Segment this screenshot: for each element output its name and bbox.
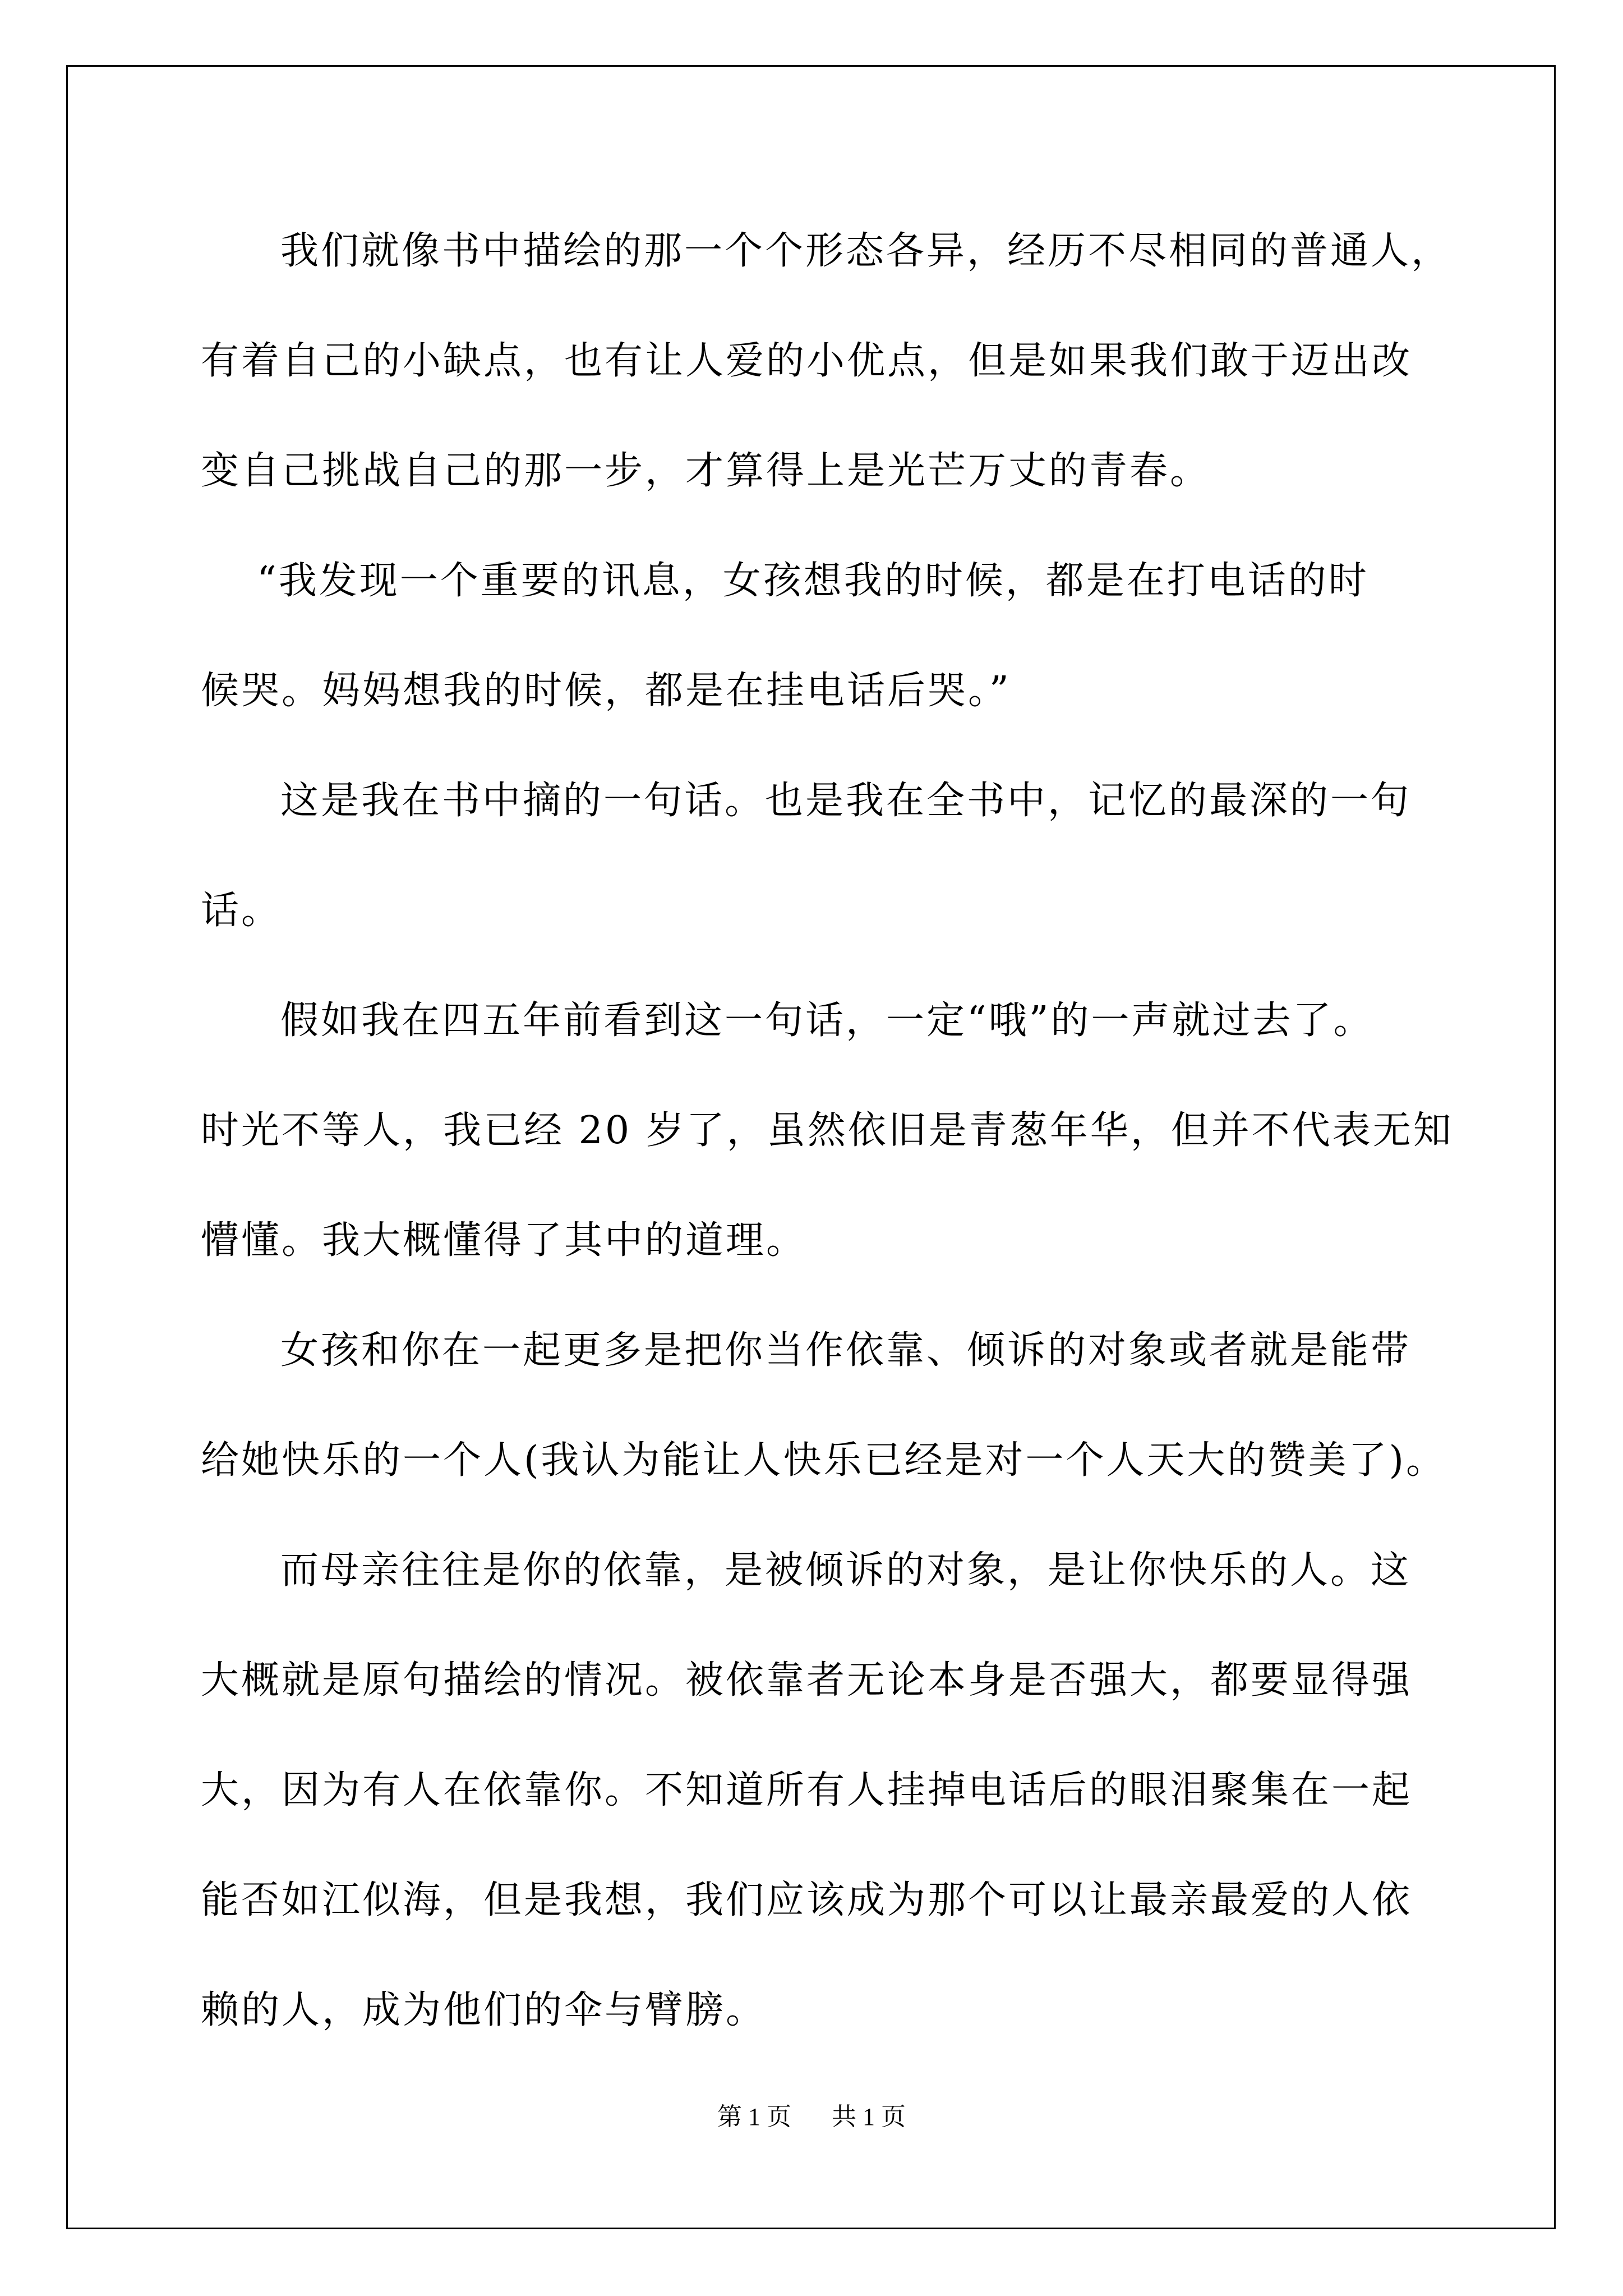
page-number: 第 1 页 (717, 2103, 791, 2131)
paragraph-6-line-1: 而母亲往往是你的依靠，是被倾诉的对象，是让你快乐的人。这 (280, 1548, 1412, 1593)
paragraph-6-line-5: 赖的人，成为他们的伞与臂膀。 (201, 1988, 767, 2032)
paragraph-4-line-3: 懵懂。我大概懂得了其中的道理。 (201, 1218, 807, 1263)
paragraph-3-line-2: 话。 (201, 889, 282, 933)
paragraph-5-line-2: 给她快乐的一个人(我认为能让人快乐已经是对一个人天大的赞美了)。 (201, 1438, 1447, 1483)
paragraph-6-line-2: 大概就是原句描绘的情况。被依靠者无论本身是否强大，都要显得强 (201, 1658, 1413, 1703)
paragraph-4-line-2: 时光不等人，我已经 20 岁了，虽然依旧是青葱年华，但并不代表无知 (201, 1108, 1454, 1153)
page-footer (0, 2101, 1623, 2133)
page-total: 共 1 页 (832, 2103, 906, 2131)
paragraph-6-line-3: 大，因为有人在依靠你。不知道所有人挂掉电话后的眼泪聚集在一起 (201, 1768, 1413, 1812)
paragraph-6-line-4: 能否如江似海，但是我想，我们应该成为那个可以让最亲最爱的人依 (201, 1878, 1413, 1922)
paragraph-4-line-1: 假如我在四五年前看到这一句话，一定“哦”的一声就过去了。 (280, 999, 1374, 1043)
paragraph-2-line-2: 候哭。妈妈想我的时候，都是在挂电话后哭。” (201, 669, 1011, 713)
paragraph-3-line-1: 这是我在书中摘的一句话。也是我在全书中，记忆的最深的一句 (280, 779, 1412, 823)
paragraph-5-line-1: 女孩和你在一起更多是把你当作依靠、倾诉的对象或者就是能带 (280, 1328, 1412, 1373)
paragraph-1-line-3: 变自己挑战自己的那一步，才算得上是光芒万丈的青春。 (201, 449, 1211, 493)
paragraph-1-line-1: 我们就像书中描绘的那一个个形态各异，经历不尽相同的普通人， (280, 229, 1452, 273)
paragraph-1-line-2: 有着自己的小缺点，也有让人爱的小优点，但是如果我们敢于迈出改 (201, 339, 1413, 383)
paragraph-2-line-1: “我发现一个重要的讯息，女孩想我的时候，都是在打电话的时 (257, 559, 1369, 603)
